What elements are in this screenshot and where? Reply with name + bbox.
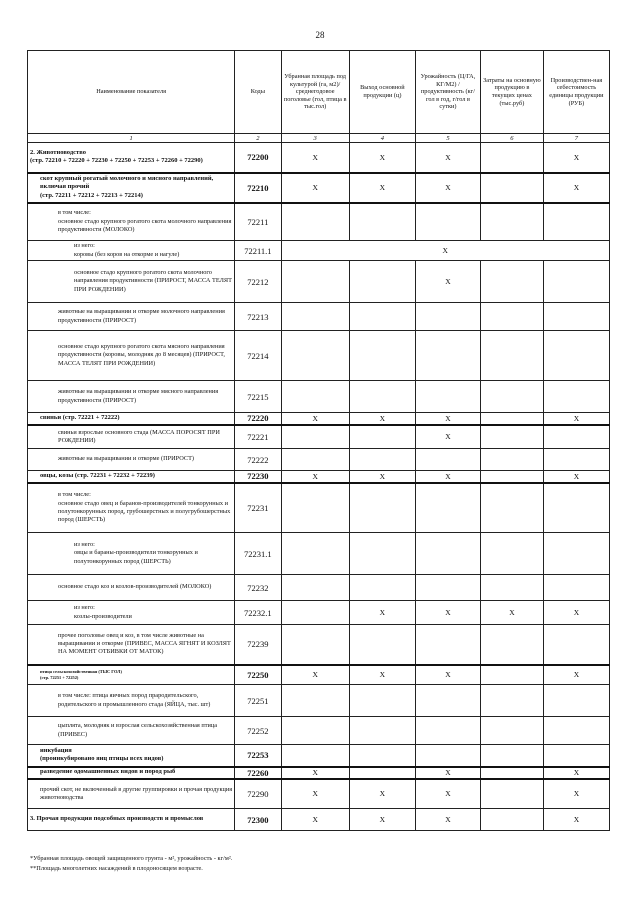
table-row (28, 173, 610, 203)
row-name: животные на выращивании и откорме (ПРИРОСТ) (28, 449, 235, 471)
page-number: 28 (315, 30, 325, 40)
value-cell-c4 (349, 381, 415, 413)
row-name: основное стадо коз и козлов-производителей (МОЛОКО) (28, 575, 235, 601)
footnote-1: *Убранная площадь овощей защищенного грунта - м², урожайность - кг/м². (30, 855, 233, 862)
row-name: из него: коровы (без коров на откорме и нагуле) (28, 241, 235, 261)
table-row (28, 331, 610, 381)
value-cell-c6 (480, 303, 543, 331)
value-cell-c6 (480, 449, 543, 471)
table-row (28, 745, 610, 767)
table-body (28, 143, 610, 831)
value-cell-c6 (480, 173, 543, 203)
column-number: 7 (543, 134, 609, 143)
value-cell-c5 (415, 303, 480, 331)
value-cell-c5 (415, 685, 480, 717)
value-cell-c3 (281, 425, 349, 449)
value-cell-c7 (543, 303, 609, 331)
value-cell-c5 (415, 745, 480, 767)
table-row (28, 471, 610, 483)
value-cell-c3 (281, 381, 349, 413)
value-cell-c4 (349, 483, 415, 533)
value-cell-c4 (349, 533, 415, 575)
value-cell-c6 (480, 767, 543, 779)
value-cell-c3: X (281, 779, 349, 809)
value-cell-c3 (281, 745, 349, 767)
table-row (28, 601, 610, 625)
value-cell-c5 (415, 717, 480, 745)
value-cell-c7 (543, 203, 609, 241)
value-cell-c5: X (415, 173, 480, 203)
value-cell-c6 (480, 745, 543, 767)
value-cell-c7 (543, 483, 609, 533)
row-name: животные на выращивании и откорме мясного направления продуктивности (ПРИРОСТ) (28, 381, 235, 413)
row-code: 72231 (235, 483, 281, 533)
value-cell-c4: X (349, 809, 415, 831)
value-cell-c7 (543, 381, 609, 413)
column-number: 5 (415, 134, 480, 143)
value-cell-c4 (349, 331, 415, 381)
value-cell-c3: X (281, 173, 349, 203)
value-cell-c6 (480, 575, 543, 601)
table-row (28, 261, 610, 303)
value-cell-c4 (349, 767, 415, 779)
column-numbers-row (28, 134, 610, 143)
value-cell-c3 (281, 601, 349, 625)
value-cell-c6 (480, 381, 543, 413)
table-row (28, 533, 610, 575)
value-cell-c5 (415, 449, 480, 471)
value-cell-c5: X (415, 413, 480, 425)
value-cell-c6: X (480, 601, 543, 625)
row-code: 72232.1 (235, 601, 281, 625)
value-cell-c5 (415, 381, 480, 413)
value-cell-c4 (349, 625, 415, 665)
value-cell-c6 (480, 625, 543, 665)
row-name: свиньи взрослые основного стада (МАССА ПОРОСЯТ ПРИ РОЖДЕНИИ) (28, 425, 235, 449)
value-cell-c5: X (415, 779, 480, 809)
row-code: 72232 (235, 575, 281, 601)
header-name: Наименование показателя (28, 51, 235, 134)
column-number: 1 (28, 134, 235, 143)
value-cell-c7 (543, 717, 609, 745)
row-code: 72250 (235, 665, 281, 685)
value-cell-c5: X (415, 261, 480, 303)
column-number: 2 (235, 134, 281, 143)
row-name: основное стадо крупного рогатого скота мясного направления продуктивности (коровы, молодняк до 8 месяцев) (ПРИРОСТ, МАССА ТЕЛЯТ ПРИ РОЖДЕНИИ) (28, 331, 235, 381)
value-cell-c6 (480, 261, 543, 303)
value-cell-c4 (349, 685, 415, 717)
value-cell-c7 (543, 575, 609, 601)
value-cell-c3: X (281, 809, 349, 831)
value-cell-c3: X (281, 143, 349, 173)
value-cell-c4: X (349, 413, 415, 425)
row-code: 72211.1 (235, 241, 281, 261)
row-name: прочий скот, не включенный в другие группировки и прочая продукция животноводства (28, 779, 235, 809)
value-cell-c7: X (543, 173, 609, 203)
table-row (28, 425, 610, 449)
row-code: 72239 (235, 625, 281, 665)
row-code: 72222 (235, 449, 281, 471)
statistics-form-table (27, 50, 610, 831)
header-costs: Затраты на основную продукцию в текущих ценах (тыс.руб) (480, 51, 543, 134)
value-cell-c7: X (543, 665, 609, 685)
row-name: цыплята, молодняк и взрослая сельскохозяйственная птица (ПРИВЕС) (28, 717, 235, 745)
row-name: свиньи (стр. 72221 + 72222) (28, 413, 235, 425)
value-cell-c6 (480, 331, 543, 381)
row-name: овцы, козы (стр. 72231 + 72232 + 72239) (28, 471, 235, 483)
value-cell-c4 (349, 261, 415, 303)
table-row (28, 665, 610, 685)
value-cell-c7: X (543, 413, 609, 425)
row-name: из него: овцы и бараны-производители тонкорунных и полутонкорунных пород (ШЕРСТЬ) (28, 533, 235, 575)
value-cell-c7: X (543, 471, 609, 483)
value-cell-c6 (480, 143, 543, 173)
table-row (28, 717, 610, 745)
header-yield: Урожайность (Ц/ГА, КГ/М2) / продуктивность (кг/гол в год, г/гол в сутки) (415, 51, 480, 134)
header-area: Убранная площадь под культурой (га, м2)/ среднегодовое поголовье (гол, птица в тыс.гол) (281, 51, 349, 134)
table-row (28, 303, 610, 331)
value-cell-c5: X (415, 471, 480, 483)
merged-value-cell: X (281, 241, 610, 261)
value-cell-c7: X (543, 809, 609, 831)
value-cell-c6 (480, 779, 543, 809)
value-cell-c6 (480, 483, 543, 533)
value-cell-c6 (480, 809, 543, 831)
row-code: 72213 (235, 303, 281, 331)
value-cell-c5: X (415, 601, 480, 625)
value-cell-c4 (349, 425, 415, 449)
row-name: в том числе: основное стадо овец и баранов-производителей тонкорунных и полутонкорунных пород, грубошерстных и полугрубошерстных пород (ШЕРСТЬ) (28, 483, 235, 533)
value-cell-c7 (543, 745, 609, 767)
value-cell-c6 (480, 413, 543, 425)
value-cell-c6 (480, 717, 543, 745)
value-cell-c5: X (415, 425, 480, 449)
row-name: 3. Прочая продукция подсобных производств и промыслов (28, 809, 235, 831)
table-row (28, 241, 610, 261)
row-name: скот крупный рогатый молочного и мясного направлений, включая прочий (стр. 72211 + 72212 + 72213 + 72214) (28, 173, 235, 203)
value-cell-c3 (281, 685, 349, 717)
row-code: 72220 (235, 413, 281, 425)
header-code: Коды (235, 51, 281, 134)
value-cell-c3 (281, 261, 349, 303)
row-code: 72212 (235, 261, 281, 303)
value-cell-c3 (281, 483, 349, 533)
value-cell-c5 (415, 203, 480, 241)
value-cell-c4 (349, 303, 415, 331)
value-cell-c7 (543, 625, 609, 665)
value-cell-c3 (281, 203, 349, 241)
value-cell-c6 (480, 665, 543, 685)
table-row (28, 809, 610, 831)
value-cell-c5: X (415, 143, 480, 173)
header-row (28, 51, 610, 134)
row-name: инкубация (проинкубировано яиц птицы всех видов) (28, 745, 235, 767)
value-cell-c3 (281, 331, 349, 381)
header-output: Выход основной продукции (ц) (349, 51, 415, 134)
value-cell-c5 (415, 625, 480, 665)
value-cell-c7 (543, 449, 609, 471)
table-row (28, 575, 610, 601)
column-number: 4 (349, 134, 415, 143)
row-name: птица сельскохозяйственная (ТЫС ГОЛ) (стр. 72251 + 72252) (28, 665, 235, 685)
column-number: 3 (281, 134, 349, 143)
value-cell-c3: X (281, 471, 349, 483)
value-cell-c3 (281, 449, 349, 471)
row-name: в том числе: основное стадо крупного рогатого скота молочного направления продуктивности (МОЛОКО) (28, 203, 235, 241)
value-cell-c5: X (415, 767, 480, 779)
value-cell-c7 (543, 425, 609, 449)
value-cell-c4: X (349, 779, 415, 809)
table-row (28, 779, 610, 809)
value-cell-c3 (281, 533, 349, 575)
row-code: 72215 (235, 381, 281, 413)
value-cell-c7 (543, 685, 609, 717)
value-cell-c5: X (415, 809, 480, 831)
value-cell-c4 (349, 745, 415, 767)
row-name: основное стадо крупного рогатого скота молочного направления продуктивности (ПРИРОСТ, МАССА ТЕЛЯТ ПРИ РОЖДЕНИИ) (28, 261, 235, 303)
row-name: из него: козлы-производители (28, 601, 235, 625)
table-row (28, 767, 610, 779)
value-cell-c7: X (543, 143, 609, 173)
row-code: 72251 (235, 685, 281, 717)
value-cell-c7 (543, 331, 609, 381)
row-name: прочее поголовье овец и коз, в том числе животные на выращивании и откорме (ПРИВЕС, МАССА ЯГНЯТ И КОЗЛЯТ НА МОМЕНТ ОТБИВКИ ОТ МАТОК) (28, 625, 235, 665)
row-name: разведение одомашненных видов и пород рыб (28, 767, 235, 779)
footnote-2: **Площадь многолетних насаждений в плодоносящем возрасте. (30, 865, 203, 872)
row-code: 72211 (235, 203, 281, 241)
table-row (28, 143, 610, 173)
value-cell-c4 (349, 449, 415, 471)
value-cell-c3: X (281, 665, 349, 685)
row-code: 72230 (235, 471, 281, 483)
value-cell-c4 (349, 575, 415, 601)
value-cell-c3 (281, 717, 349, 745)
value-cell-c7 (543, 533, 609, 575)
value-cell-c6 (480, 471, 543, 483)
row-code: 72252 (235, 717, 281, 745)
value-cell-c7: X (543, 767, 609, 779)
row-code: 72300 (235, 809, 281, 831)
row-code: 72200 (235, 143, 281, 173)
table-row (28, 203, 610, 241)
value-cell-c6 (480, 203, 543, 241)
table-row (28, 449, 610, 471)
value-cell-c4: X (349, 173, 415, 203)
value-cell-c4 (349, 717, 415, 745)
value-cell-c5 (415, 533, 480, 575)
value-cell-c3 (281, 625, 349, 665)
value-cell-c6 (480, 425, 543, 449)
row-code: 72260 (235, 767, 281, 779)
row-name: 2. Животноводство (стр. 72210 + 72220 + 72230 + 72250 + 72253 + 72260 + 72290) (28, 143, 235, 173)
value-cell-c3 (281, 303, 349, 331)
value-cell-c7: X (543, 779, 609, 809)
value-cell-c4: X (349, 665, 415, 685)
header-unit-cost: Производствен-ная себестоимость единицы продукции (РУБ) (543, 51, 609, 134)
value-cell-c6 (480, 685, 543, 717)
value-cell-c3: X (281, 413, 349, 425)
value-cell-c4: X (349, 143, 415, 173)
row-code: 72210 (235, 173, 281, 203)
row-name: животные на выращивании и откорме молочного направления продуктивности (ПРИРОСТ) (28, 303, 235, 331)
value-cell-c6 (480, 533, 543, 575)
value-cell-c5 (415, 483, 480, 533)
value-cell-c5 (415, 575, 480, 601)
row-code: 72290 (235, 779, 281, 809)
table-row (28, 413, 610, 425)
row-name: в том числе: птица яичных пород прародительского, родительского и промышленного стада (ЯЙЦА, тыс. шт) (28, 685, 235, 717)
table-row (28, 625, 610, 665)
value-cell-c3 (281, 575, 349, 601)
value-cell-c7: X (543, 601, 609, 625)
value-cell-c4: X (349, 471, 415, 483)
row-code: 72253 (235, 745, 281, 767)
value-cell-c4: X (349, 601, 415, 625)
table-row (28, 685, 610, 717)
row-code: 72231.1 (235, 533, 281, 575)
table-row (28, 381, 610, 413)
value-cell-c4 (349, 203, 415, 241)
value-cell-c5: X (415, 665, 480, 685)
row-code: 72214 (235, 331, 281, 381)
row-code: 72221 (235, 425, 281, 449)
table-row (28, 483, 610, 533)
column-number: 6 (480, 134, 543, 143)
value-cell-c7 (543, 261, 609, 303)
value-cell-c3: X (281, 767, 349, 779)
value-cell-c5 (415, 331, 480, 381)
